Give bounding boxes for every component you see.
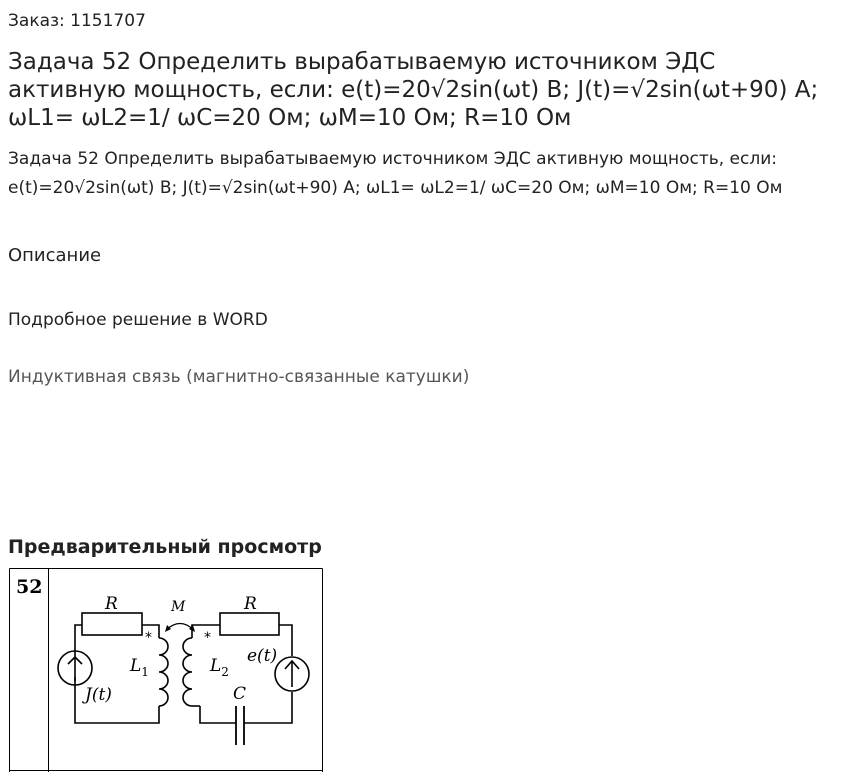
topic-label: Индуктивная связь (магнитно-связанные катушки) xyxy=(8,367,470,387)
problem-number: 52 xyxy=(16,576,43,598)
label-r-left: R xyxy=(105,594,118,614)
resistor-right xyxy=(220,613,279,635)
capacitor xyxy=(236,706,244,745)
solution-format-note: Подробное решение в WORD xyxy=(8,310,268,330)
order-number: Заказ: 1151707 xyxy=(8,11,146,31)
dot-marker-right: * xyxy=(204,630,211,646)
circuit-preview-image xyxy=(9,568,323,772)
inductor-l1 xyxy=(159,638,168,706)
label-l2: $L_2$ xyxy=(210,656,229,679)
label-cap: C xyxy=(233,684,247,704)
label-current-source: J(t) xyxy=(85,685,112,705)
circuit-wires xyxy=(75,625,292,723)
label-emf: e(t) xyxy=(247,646,278,666)
label-r-right: R xyxy=(244,594,257,614)
emf-source xyxy=(275,657,309,691)
resistor-left xyxy=(82,613,142,635)
page-title: Задача 52 Определить вырабатываемую источником ЭДС активную мощность, если: e(t)=20√2sin(ωt) В; J(t)=√2sin(ωt+90) А; ωL1= ωL2=1/ ωC=20 Ом; ωM=10 Ом; R=10 Ом xyxy=(8,49,819,131)
dot-marker-left: * xyxy=(145,630,152,646)
label-mutual: M xyxy=(171,599,186,615)
inductor-l2 xyxy=(183,638,192,706)
preview-heading: Предварительный просмотр xyxy=(8,536,322,558)
description-heading: Описание xyxy=(8,245,102,266)
current-source xyxy=(58,651,92,685)
task-description: Задача 52 Определить вырабатываемую источником ЭДС активную мощность, если: e(t)=20√2sin(ωt) В; J(t)=√2sin(ωt+90) А; ωL1= ωL2=1/ ωC=20 Ом; ωM=10 Ом; R=10 Ом xyxy=(8,149,783,198)
label-l1: $L_1$ xyxy=(130,656,149,679)
